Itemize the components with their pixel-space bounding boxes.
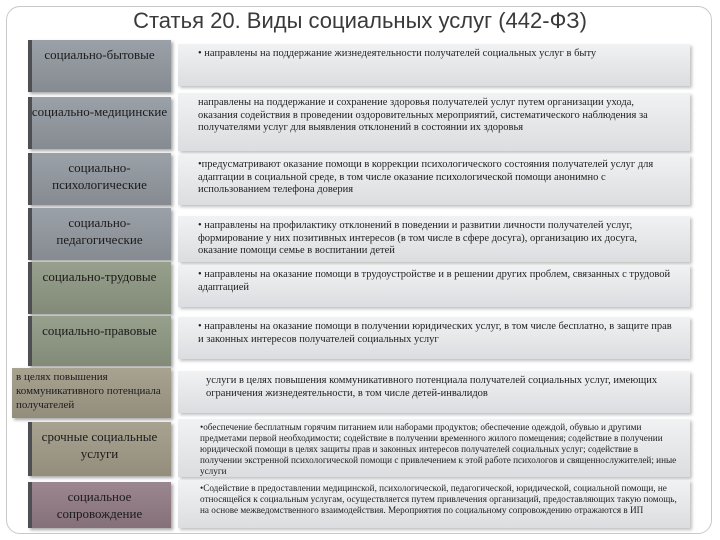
category-communicative-potential <box>12 368 171 418</box>
description-urgent-services <box>178 419 690 477</box>
description-text: услуги в целях повышения коммуникативного потенциала получателей социальных услуг, имеющих ограничения жизнедеятельности, в том числе детей-инвалидов <box>206 375 658 399</box>
category-social-psychological <box>28 153 171 205</box>
description-social-support <box>178 480 690 528</box>
category-label: срочные социальные услуги <box>41 429 158 461</box>
description-text: • направлены на оказание помощи в трудоустройстве и в решении других проблем, связанных с трудовой адаптацией <box>198 269 671 293</box>
category-accent <box>28 422 32 476</box>
description-social-labor <box>178 265 690 307</box>
category-label: социально-правовые <box>42 323 157 338</box>
category-label: социальное сопровождение <box>56 489 143 521</box>
category-accent <box>28 262 32 314</box>
category-social-medical <box>28 97 171 149</box>
description-social-pedagogical <box>178 216 690 262</box>
category-accent <box>28 316 32 366</box>
category-social-support <box>28 482 171 528</box>
category-label: социально-бытовые <box>44 47 155 62</box>
category-accent <box>28 97 32 149</box>
description-text: •обеспечение бесплатным горячим питанием или наборами продуктов; обеспечение одеждой, обувью и другими предметами первой необходимости; содействие в получении временного жилого помещения; содействие в получении юридической помощи в целях защиты прав и законных интересов получателей социальных услуг; содействие в получении экстренной психологической помощи с привлечением к этой работе психологов и священнослужителей; иные услуги <box>200 422 677 476</box>
category-social-household <box>28 40 171 92</box>
description-social-psychological <box>178 155 690 205</box>
description-text: направлены на поддержание и сохранение здоровья получателей услуг путем организации ухода, оказания содействия в проведении оздоровительных мероприятий, систематического наблюдения за получателями услуг для выявления отклонений в состоянии их здоровья <box>198 97 648 133</box>
category-label: социально-медицинские <box>31 104 168 119</box>
description-communicative-potential <box>178 371 690 413</box>
description-text: •предусматривают оказание помощи в коррекции психологического состояния получателей услуг для адаптации в социальной среде, в том числе оказание психологической помощи анонимно с использованием телефона доверия <box>198 159 654 195</box>
description-text: • направлены на оказание помощи в получении юридических услуг, в том числе бесплатно, в защите прав и законных интересов получателей социальных услуг <box>198 321 672 345</box>
description-text: • направлены на профилактику отклонений в поведении и развитии личности получателей услуг, формирование у них позитивных интересов (в том числе в сфере досуга), организацию их досуга, оказание помощи семье в воспитании детей <box>198 220 637 256</box>
description-social-medical <box>178 93 690 151</box>
category-accent <box>28 40 32 92</box>
category-accent <box>28 208 32 260</box>
description-social-household <box>178 44 690 86</box>
category-label: социально-психологические <box>52 160 147 192</box>
category-label: в целях повышения коммуникативного потенциала получателей <box>16 371 161 411</box>
category-social-legal <box>28 316 171 366</box>
description-text: •Содействие в предоставлении медицинской, психологической, педагогической, юридической, социальной помощи, не относящейся к социальным услугам, осуществляется путем привлечения организаций, предоставляющих такую помощь, на основе межведомственного взаимодействия. Мероприятия по социальному сопровождению отражаются в ИП <box>200 483 677 515</box>
description-social-legal <box>178 317 690 359</box>
category-label: социально-трудовые <box>42 269 157 284</box>
category-social-labor <box>28 262 171 314</box>
category-label: социально-педагогические <box>56 215 143 247</box>
category-accent <box>28 482 32 528</box>
category-social-pedagogical <box>28 208 171 260</box>
category-accent <box>28 153 32 205</box>
description-text: • направлены на поддержание жизнедеятельности получателей социальных услуг в быту <box>198 48 597 59</box>
slide-title: Статья 20. Виды социальных услуг (442-ФЗ) <box>133 8 587 33</box>
category-urgent-services <box>28 422 171 476</box>
